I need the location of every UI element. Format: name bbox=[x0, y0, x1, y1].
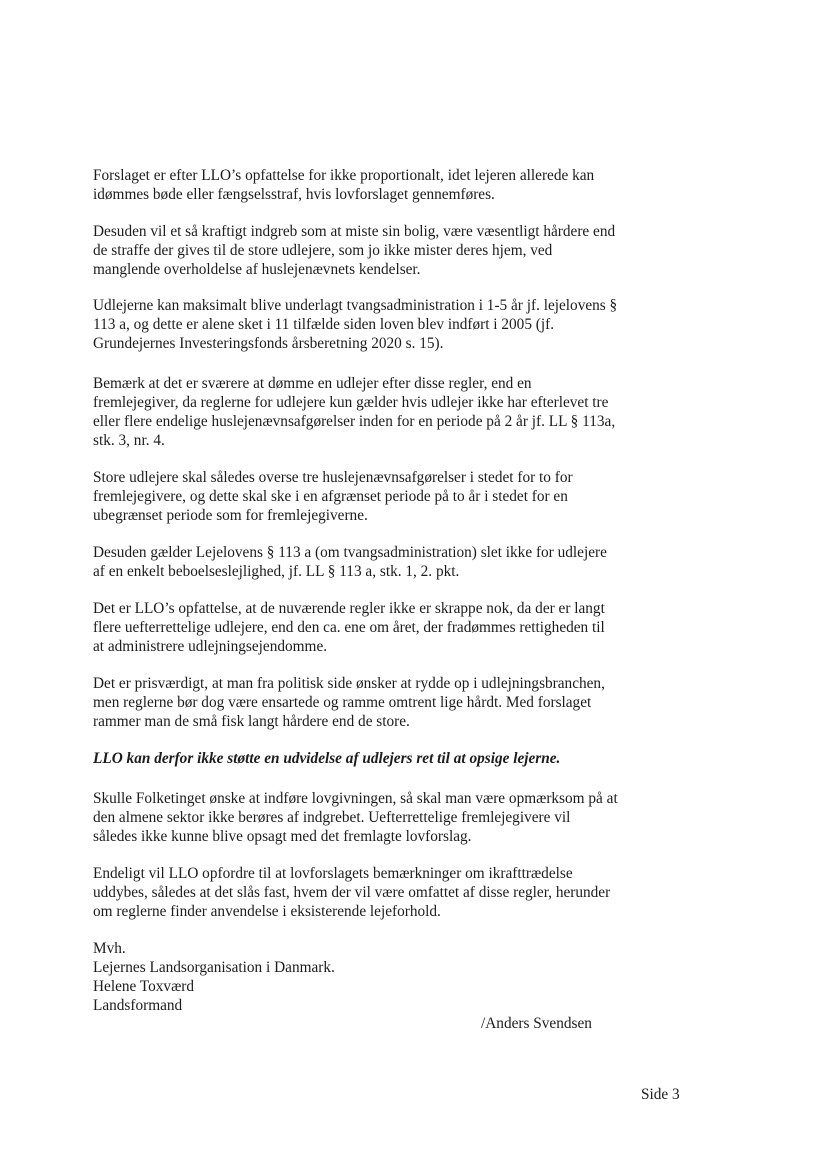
text-line: stk. 3, nr. 4. bbox=[93, 432, 165, 449]
organization-name: Lejernes Landsorganisation i Danmark. bbox=[93, 959, 335, 976]
text-line: Desuden vil et så kraftigt indgreb som at miste sin bolig, være væsentligt hårdere end bbox=[93, 223, 616, 240]
paragraph-harder-to-convict bbox=[93, 374, 693, 450]
paragraph-large-landlords bbox=[93, 468, 693, 525]
text-line: Bemærk at det er sværere at dømme en udlejer efter disse regler, end en bbox=[93, 375, 532, 392]
text-line: ubegrænset periode som for fremlejegiverne. bbox=[93, 507, 368, 524]
text-line: fremlejegiver, da reglerne for udlejere kun gælder hvis udlejer ikke har efterlevet tre bbox=[93, 394, 609, 411]
text-line: således ikke kunne blive opsagt med det fremlagte lovforslag. bbox=[93, 828, 472, 845]
text-line: manglende overholdelse af huslejenævnets kendelser. bbox=[93, 261, 421, 278]
page-number: Side 3 bbox=[641, 1086, 680, 1103]
paragraph-praiseworthy bbox=[93, 674, 693, 731]
text-line: Det er LLO’s opfattelse, at de nuværende regler ikke er skrappe nok, da der er langt bbox=[93, 600, 605, 617]
signer-name: Helene Toxværd bbox=[93, 978, 195, 995]
text-line: men reglerne bør dog være ensartede og ramme omtrent lige hårdt. Med forslaget bbox=[93, 694, 592, 711]
text-line: LLO kan derfor ikke støtte en udvidelse af udlejers ret til at opsige lejerne. bbox=[93, 750, 561, 767]
author-signature: /Anders Svendsen bbox=[481, 1015, 592, 1032]
text-line: Skulle Folketinget ønske at indføre lovgivningen, så skal man være opmærksom på at bbox=[93, 790, 618, 807]
text-line: fremlejegivere, og dette skal ske i en afgrænset periode på to år i stedet for en bbox=[93, 488, 568, 505]
paragraph-forced-administration bbox=[93, 296, 693, 353]
closing-greeting: Mvh. bbox=[93, 940, 126, 957]
text-line: uddybes, således at det slås fast, hvem der vil være omfattet af disse regler, herunder bbox=[93, 884, 611, 901]
text-line: Desuden gælder Lejelovens § 113 a (om tvangsadministration) slet ikke for udlejere bbox=[93, 544, 607, 561]
paragraph-rules-not-strict bbox=[93, 599, 693, 656]
paragraph-conclusion bbox=[93, 749, 693, 768]
text-line: af en enkelt beboelseslejlighed, jf. LL § 113 a, stk. 1, 2. pkt. bbox=[93, 563, 460, 580]
text-line: Forslaget er efter LLO’s opfattelse for ikke proportionalt, idet lejeren allerede kan bbox=[93, 167, 595, 184]
text-line: idømmes bøde eller fængselsstraf, hvis lovforslaget gennemføres. bbox=[93, 186, 495, 203]
closing-block bbox=[93, 939, 693, 1015]
text-line: Det er prisværdigt, at man fra politisk side ønsker at rydde op i udlejningsbranchen, bbox=[93, 675, 605, 692]
paragraph-proportionality bbox=[93, 166, 693, 204]
paragraph-harsh-intervention bbox=[93, 222, 693, 279]
text-line: 113 a, og dette er alene sket i 11 tilfælde siden loven blev indført i 2005 (jf. bbox=[93, 316, 555, 333]
text-line: Udlejerne kan maksimalt blive underlagt tvangsadministration i 1-5 år jf. lejelovens § bbox=[93, 297, 618, 314]
text-line: eller flere endelige huslejenævnsafgørelser inden for en periode på 2 år jf. LL § 113a, bbox=[93, 413, 616, 430]
paragraph-single-apartment bbox=[93, 543, 693, 581]
text-line: Grundejernes Investeringsfonds årsberetning 2020 s. 15). bbox=[93, 335, 444, 352]
paragraph-parliament bbox=[93, 789, 693, 846]
signer-title: Landsformand bbox=[93, 997, 183, 1014]
paragraph-commencement bbox=[93, 864, 693, 921]
text-line: om reglerne finder anvendelse i eksisterende lejeforhold. bbox=[93, 903, 441, 920]
text-line: at administrere udlejningsejendomme. bbox=[93, 638, 328, 655]
text-line: Store udlejere skal således overse tre huslejenævnsafgørelser i stedet for to for bbox=[93, 469, 573, 486]
text-line: flere uefterrettelige udlejere, end den ca. ene om året, der fradømmes rettigheden til bbox=[93, 619, 605, 636]
text-line: de straffe der gives til de store udlejere, som jo ikke mister deres hjem, ved bbox=[93, 242, 553, 259]
text-line: rammer man de små fisk langt hårdere end de store. bbox=[93, 713, 410, 730]
text-line: den almene sektor ikke berøres af indgrebet. Uefterrettelige fremlejegivere vil bbox=[93, 809, 571, 826]
text-line: Endeligt vil LLO opfordre til at lovforslagets bemærkninger om ikrafttrædelse bbox=[93, 865, 573, 882]
